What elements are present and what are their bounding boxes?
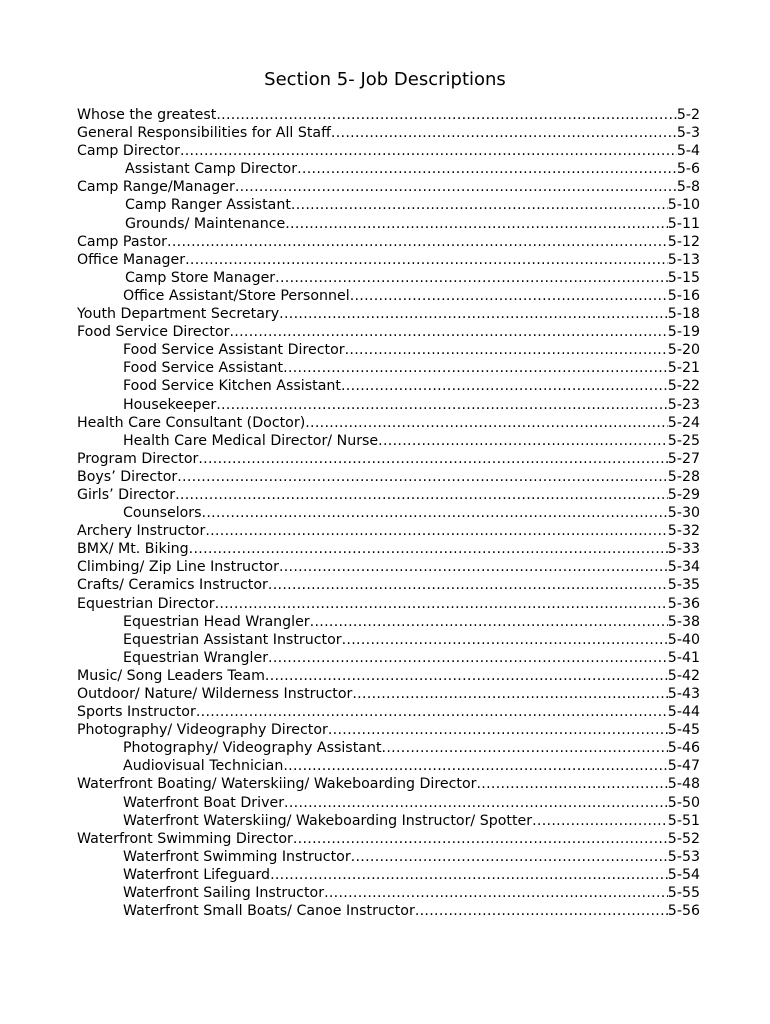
toc-entry-page: 5-42 xyxy=(667,667,700,684)
toc-dot-leader xyxy=(341,377,668,395)
toc-entry-label: Waterfront Waterskiing/ Wakeboarding Instructor/ Spotter xyxy=(123,812,533,829)
toc-entry xyxy=(77,703,700,721)
toc-entry xyxy=(77,721,700,739)
toc-dot-leader xyxy=(305,414,668,432)
toc-entry xyxy=(77,450,700,468)
toc-entry-page: 5-11 xyxy=(667,215,700,232)
toc-dot-leader xyxy=(328,721,668,739)
toc-dot-leader xyxy=(229,323,667,341)
toc-entry xyxy=(77,576,700,594)
toc-entry xyxy=(77,902,700,920)
toc-entry-page: 5-22 xyxy=(667,378,700,395)
toc-entry-label: Crafts/ Ceramics Instructor xyxy=(77,577,268,594)
toc-dot-leader xyxy=(351,848,668,866)
toc-entry xyxy=(77,251,700,269)
toc-entry xyxy=(77,142,700,160)
toc-dot-leader xyxy=(196,703,668,721)
toc-entry-label: Outdoor/ Nature/ Wilderness Instructor xyxy=(77,686,353,702)
toc-entry-page: 5-33 xyxy=(667,541,700,558)
toc-entry-page: 5-43 xyxy=(667,686,700,702)
toc-entry-label: Waterfront Swimming Instructor xyxy=(123,848,351,865)
toc-entry xyxy=(77,504,700,522)
toc-entry-page: 5-36 xyxy=(667,595,700,612)
toc-entry-label: Health Care Medical Director/ Nurse xyxy=(123,432,379,449)
toc-entry-page: 5-16 xyxy=(667,287,700,304)
toc-dot-leader xyxy=(198,450,667,468)
toc-dot-leader xyxy=(205,522,667,540)
toc-entry-label: General Responsibilities for All Staff xyxy=(77,125,331,142)
toc-entry xyxy=(77,106,700,124)
toc-entry-page: 5-55 xyxy=(667,885,700,902)
toc-entry xyxy=(77,631,700,649)
toc-dot-leader xyxy=(283,757,667,775)
toc-entry xyxy=(77,794,700,812)
toc-entry-label: Equestrian Assistant Instructor xyxy=(123,631,342,648)
toc-entry-label: Office Manager xyxy=(77,251,186,268)
toc-entry-page: 5-2 xyxy=(676,107,700,123)
toc-entry-label: Photography/ Videography Assistant xyxy=(123,740,382,757)
toc-entry-label: Assistant Camp Director xyxy=(125,161,298,178)
toc-entry-page: 5-13 xyxy=(667,251,700,268)
toc-entry xyxy=(77,667,700,685)
toc-dot-leader xyxy=(331,124,677,142)
toc-entry-label: Office Assistant/Store Personnel xyxy=(123,287,350,304)
toc-entry xyxy=(77,233,700,251)
toc-dot-leader xyxy=(216,396,668,414)
toc-entry-label: Food Service Assistant Director xyxy=(123,342,345,359)
toc-entry-label: Youth Department Secretary xyxy=(77,306,280,323)
toc-entry-page: 5-54 xyxy=(667,866,700,883)
toc-dot-leader xyxy=(275,269,668,287)
toc-dot-leader xyxy=(382,739,668,757)
toc-dot-leader xyxy=(268,576,668,594)
toc-entry-page: 5-27 xyxy=(667,450,700,467)
toc-entry xyxy=(77,305,700,323)
toc-entry-page: 5-41 xyxy=(667,649,700,666)
toc-entry-label: Climbing/ Zip Line Instructor xyxy=(77,559,279,576)
toc-entry-label: Waterfront Boat Driver xyxy=(123,794,285,811)
toc-entry-page: 5-45 xyxy=(667,722,700,739)
toc-dot-leader xyxy=(284,794,668,812)
toc-entry-page: 5-12 xyxy=(667,233,700,250)
toc-entry-label: Photography/ Videography Director xyxy=(77,722,328,739)
toc-entry-page: 5-53 xyxy=(667,848,700,865)
toc-dot-leader xyxy=(185,251,668,269)
toc-entry xyxy=(77,215,700,233)
toc-entry-page: 5-46 xyxy=(667,740,700,757)
toc-entry xyxy=(77,178,700,196)
toc-dot-leader xyxy=(175,486,668,504)
toc-dot-leader xyxy=(291,196,668,214)
page-title: Section 5- Job Descriptions xyxy=(264,69,506,90)
toc-entry-label: Camp Director xyxy=(77,143,180,160)
toc-entry-page: 5-29 xyxy=(667,486,700,503)
toc-entry xyxy=(77,160,700,178)
toc-entry-page: 5-25 xyxy=(667,432,700,449)
toc-entry-label: Waterfront Small Boats/ Canoe Instructor xyxy=(123,903,415,920)
toc-dot-leader xyxy=(268,649,668,667)
toc-entry-label: Audiovisual Technician xyxy=(123,758,284,775)
toc-dot-leader xyxy=(167,233,668,251)
toc-entry-page: 5-50 xyxy=(667,794,700,811)
toc-entry-label: Housekeeper xyxy=(123,396,217,413)
toc-dot-leader xyxy=(350,287,668,305)
toc-entry xyxy=(77,649,700,667)
toc-entry xyxy=(77,414,700,432)
toc-entry-page: 5-44 xyxy=(667,704,700,721)
toc-entry-page: 5-8 xyxy=(676,179,700,196)
toc-dot-leader xyxy=(324,884,668,902)
toc-entry xyxy=(77,432,700,450)
toc-entry-page: 5-47 xyxy=(667,758,700,775)
toc-entry-page: 5-6 xyxy=(676,161,700,178)
toc-entry xyxy=(77,540,700,558)
toc-entry xyxy=(77,866,700,884)
toc-dot-leader xyxy=(215,595,668,613)
toc-entry xyxy=(77,848,700,866)
toc-entry-label: Food Service Director xyxy=(77,324,230,341)
toc-entry xyxy=(77,287,700,305)
toc-entry xyxy=(77,812,700,830)
toc-entry xyxy=(77,830,700,848)
toc-dot-leader xyxy=(310,613,668,631)
toc-entry-page: 5-38 xyxy=(667,613,700,630)
toc-entry xyxy=(77,323,700,341)
toc-entry xyxy=(77,685,700,703)
toc-entry xyxy=(77,486,700,504)
table-of-contents xyxy=(77,106,700,920)
toc-entry-page: 5-23 xyxy=(667,396,700,413)
toc-entry-page: 5-21 xyxy=(667,360,700,377)
toc-entry-page: 5-52 xyxy=(667,830,700,847)
toc-entry-page: 5-10 xyxy=(667,197,700,214)
toc-dot-leader xyxy=(189,540,668,558)
toc-entry xyxy=(77,468,700,486)
toc-entry-label: Program Director xyxy=(77,450,199,467)
toc-dot-leader xyxy=(177,468,668,486)
toc-entry-page: 5-48 xyxy=(667,776,700,793)
toc-entry-label: Waterfront Swimming Director xyxy=(77,830,293,847)
toc-entry xyxy=(77,757,700,775)
toc-dot-leader xyxy=(285,215,668,233)
toc-entry-label: Waterfront Boating/ Waterskiing/ Wakeboarding Director xyxy=(77,776,477,793)
toc-entry-label: Food Service Kitchen Assistant xyxy=(123,378,341,395)
toc-entry-label: Boys’ Director xyxy=(77,468,178,485)
toc-entry xyxy=(77,558,700,576)
toc-entry-label: Counselors xyxy=(123,505,202,522)
toc-entry xyxy=(77,775,700,793)
toc-entry-label: Girls’ Director xyxy=(77,486,176,503)
toc-dot-leader xyxy=(265,667,668,685)
toc-entry xyxy=(77,269,700,287)
toc-entry-page: 5-40 xyxy=(667,631,700,648)
toc-dot-leader xyxy=(293,830,668,848)
toc-entry-page: 5-35 xyxy=(667,577,700,594)
toc-entry-label: Whose the greatest xyxy=(77,107,217,123)
toc-dot-leader xyxy=(279,558,668,576)
toc-entry-page: 5-15 xyxy=(667,269,700,286)
toc-entry xyxy=(77,613,700,631)
toc-entry xyxy=(77,341,700,359)
toc-entry-page: 5-20 xyxy=(667,342,700,359)
toc-entry-label: Camp Pastor xyxy=(77,233,168,250)
toc-entry-label: Food Service Assistant xyxy=(123,360,284,377)
toc-dot-leader xyxy=(270,866,668,884)
toc-entry-label: BMX/ Mt. Biking xyxy=(77,541,189,558)
toc-entry-label: Equestrian Wrangler xyxy=(123,649,269,666)
toc-entry-label: Music/ Song Leaders Team xyxy=(77,667,265,684)
toc-dot-leader xyxy=(476,775,667,793)
toc-entry-label: Grounds/ Maintenance xyxy=(125,215,286,232)
toc-dot-leader xyxy=(297,160,677,178)
toc-entry xyxy=(77,884,700,902)
toc-entry-page: 5-30 xyxy=(667,505,700,522)
toc-entry-page: 5-28 xyxy=(667,468,700,485)
toc-entry xyxy=(77,359,700,377)
toc-entry-page: 5-24 xyxy=(667,414,700,431)
toc-entry xyxy=(77,522,700,540)
toc-entry-label: Equestrian Director xyxy=(77,595,215,612)
toc-dot-leader xyxy=(352,685,667,703)
toc-entry xyxy=(77,739,700,757)
toc-dot-leader xyxy=(216,106,676,124)
toc-entry xyxy=(77,595,700,613)
toc-entry-page: 5-34 xyxy=(667,559,700,576)
toc-dot-leader xyxy=(279,305,668,323)
toc-dot-leader xyxy=(378,432,668,450)
toc-entry-label: Health Care Consultant (Doctor) xyxy=(77,414,306,431)
toc-entry-page: 5-19 xyxy=(667,324,700,341)
toc-entry-page: 5-4 xyxy=(676,143,700,160)
toc-dot-leader xyxy=(283,359,668,377)
toc-dot-leader xyxy=(342,631,668,649)
toc-entry xyxy=(77,196,700,214)
toc-entry-label: Archery Instructor xyxy=(77,523,206,540)
toc-entry-page: 5-56 xyxy=(667,903,700,920)
toc-dot-leader xyxy=(235,178,677,196)
toc-dot-leader xyxy=(415,902,668,920)
toc-entry-page: 5-32 xyxy=(667,523,700,540)
toc-dot-leader xyxy=(345,341,668,359)
toc-entry-label: Camp Store Manager xyxy=(125,269,276,286)
toc-entry-page: 5-18 xyxy=(667,306,700,323)
toc-dot-leader xyxy=(532,812,668,830)
toc-entry xyxy=(77,396,700,414)
toc-entry-label: Equestrian Head Wrangler xyxy=(123,613,310,630)
toc-entry-label: Waterfront Sailing Instructor xyxy=(123,885,325,902)
toc-entry-label: Camp Range/Manager xyxy=(77,179,235,196)
toc-entry-page: 5-3 xyxy=(676,125,700,142)
toc-entry-label: Camp Ranger Assistant xyxy=(125,197,291,214)
toc-dot-leader xyxy=(202,504,668,522)
toc-entry xyxy=(77,377,700,395)
toc-entry-label: Sports Instructor xyxy=(77,704,196,721)
toc-entry-page: 5-51 xyxy=(667,812,700,829)
toc-dot-leader xyxy=(180,142,677,160)
toc-entry-label: Waterfront Lifeguard xyxy=(123,866,271,883)
toc-entry xyxy=(77,124,700,142)
